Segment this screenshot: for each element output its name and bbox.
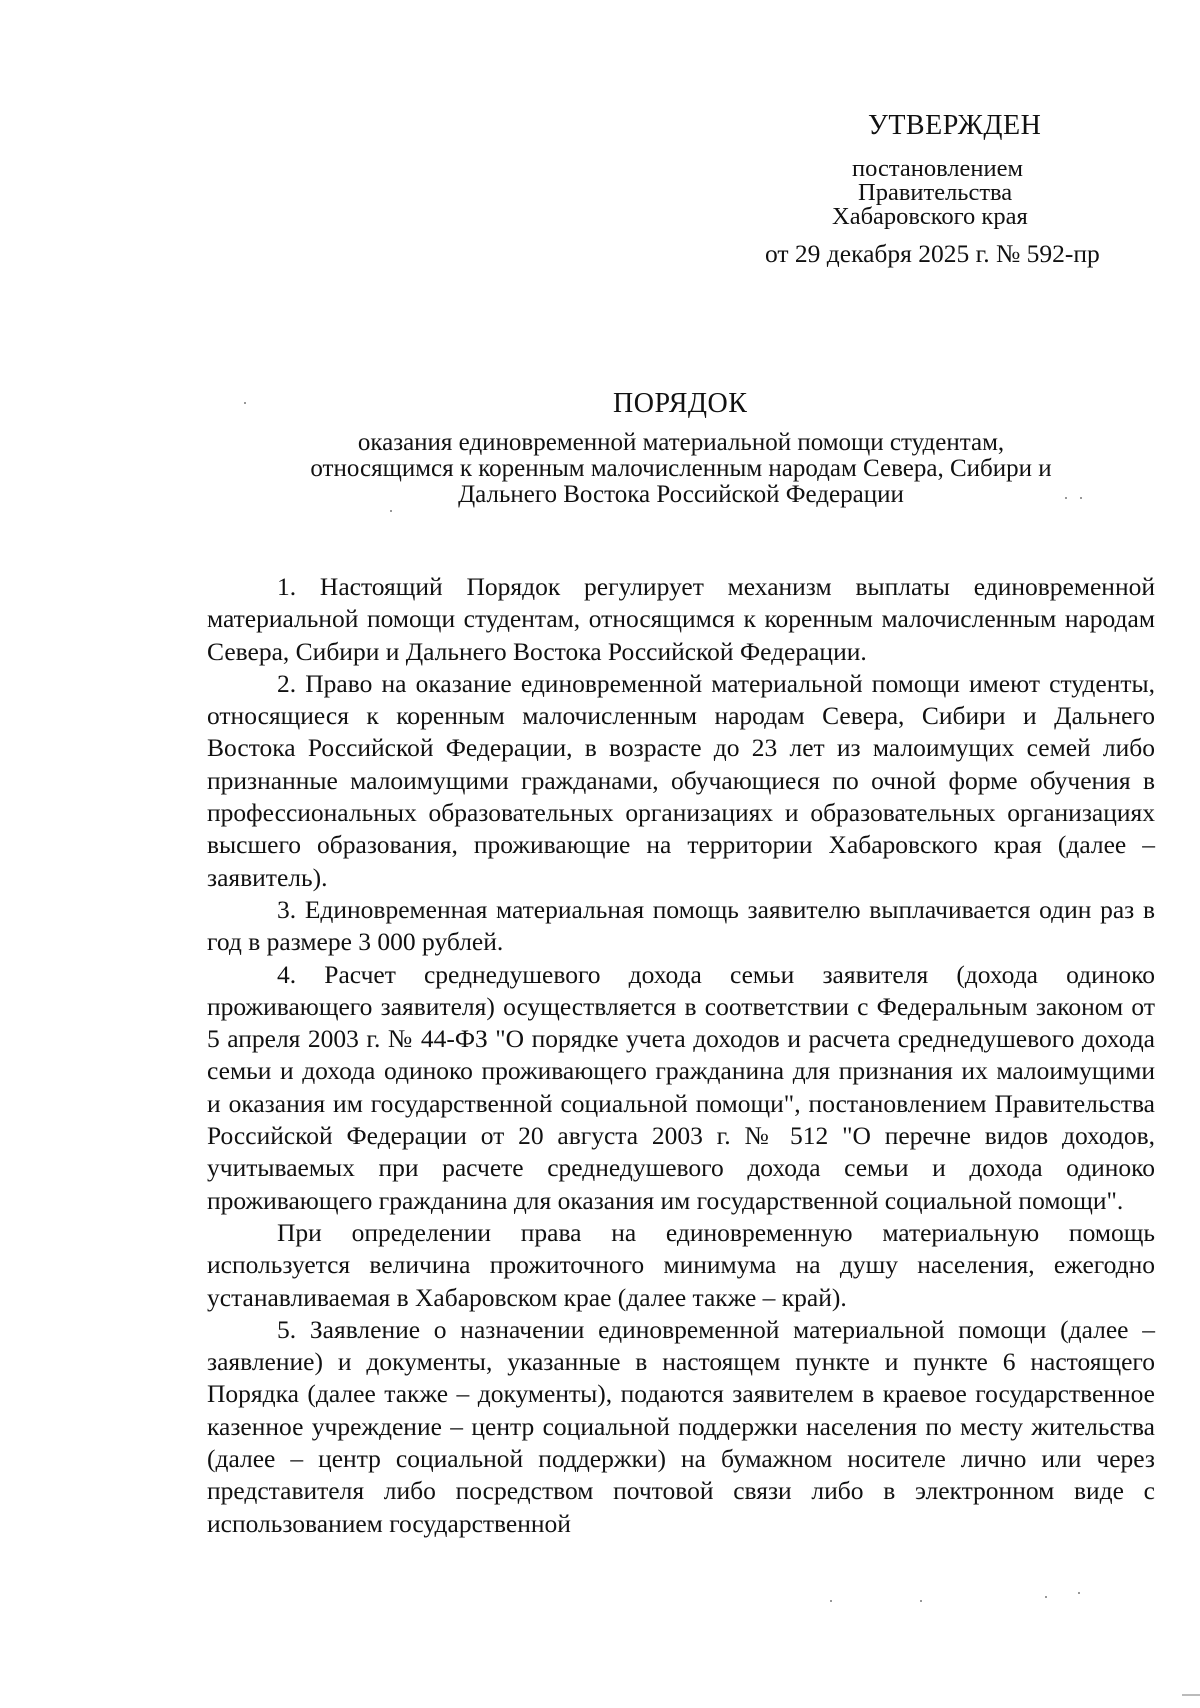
scan-edge-mark bbox=[1182, 1694, 1200, 1696]
document-subtitle bbox=[200, 430, 1162, 508]
subtitle-line: оказания единовременной материальной помощи студентам, bbox=[357, 429, 1005, 456]
paragraph-3: 3. Единовременная материальная помощь заявителю выплачивается один раз в год в размере 3 000 рублей. bbox=[207, 894, 1155, 957]
paragraph-2: 2. Право на оказание единовременной материальной помощи имеют студенты, относящиеся к коренным малочисленным народам Севера, Сибири и Дальнего Востока Российской Федерации, в возрасте до 23 лет из малоимущих семей либо признанные малоимущими гражданами, обучающиеся по очной форме обучения в профессиональных образовательных организациях и образовательных организациях высшего образования, проживающие на территории Хабаровского края (далее – заявитель). bbox=[207, 668, 1155, 892]
subtitle-line: Дальнего Востока Российской Федерации bbox=[458, 481, 904, 508]
scan-speck bbox=[390, 510, 392, 512]
document-title: ПОРЯДОК bbox=[613, 388, 748, 419]
document-body bbox=[207, 571, 1155, 1540]
scan-speck bbox=[1065, 497, 1067, 499]
approval-title: УТВЕРЖДЕН bbox=[868, 110, 1042, 141]
scan-speck bbox=[1045, 1596, 1047, 1598]
scan-speck bbox=[830, 1600, 832, 1602]
approval-line-1: постановлением bbox=[852, 155, 1024, 182]
scan-speck bbox=[920, 1600, 922, 1602]
approval-date-number: от 29 декабря 2025 г. № 592-пр bbox=[765, 239, 1100, 268]
subtitle-line: относящимся к коренным малочисленным народам Севера, Сибири и bbox=[310, 455, 1052, 482]
scan-speck bbox=[1078, 1592, 1080, 1594]
paragraph-4: 4. Расчет среднедушевого дохода семьи заявителя (дохода одиноко проживающего заявителя) осуществляется в соответствии с Федеральным законом от 5 апреля 2003 г. № 44-ФЗ "О порядке учета доходов и расчета среднедушевого дохода семьи и дохода одиноко проживающего гражданина для признания их малоимущими и оказания им государственной социальной помощи", постановлением Правительства Российской Федерации от 20 августа 2003 г. № 512 "О перечне видов доходов, учитываемых при расчете среднедушевого дохода семьи и дохода одиноко проживающего гражданина для оказания им государственной социальной помощи". bbox=[207, 959, 1155, 1215]
scan-speck bbox=[1080, 497, 1082, 499]
scan-speck bbox=[244, 402, 246, 404]
approval-line-2: Правительства bbox=[858, 179, 1013, 206]
paragraph-5: 5. Заявление о назначении единовременной материальной помощи (далее – заявление) и документы, указанные в настоящем пункте и пункте 6 настоящего Порядка (далее также – документы), подаются заявителем в краевое государственное казенное учреждение – центр социальной поддержки населения по месту жительства (далее – центр социальной поддержки) на бумажном носителе лично или через представителя либо посредством почтовой связи либо в электронном виде с использованием государственной bbox=[207, 1314, 1155, 1538]
approval-line-3: Хабаровского края bbox=[832, 203, 1028, 230]
paragraph-4-note: При определении права на единовременную материальную помощь используется величина прожиточного минимума на душу населения, ежегодно устанавливаемая в Хабаровском крае (далее также – край). bbox=[207, 1217, 1155, 1312]
paragraph-1: 1. Настоящий Порядок регулирует механизм выплаты единовременной материальной помощи студентам, относящимся к коренным малочисленным народам Севера, Сибири и Дальнего Востока Российской Федерации. bbox=[207, 572, 1155, 666]
